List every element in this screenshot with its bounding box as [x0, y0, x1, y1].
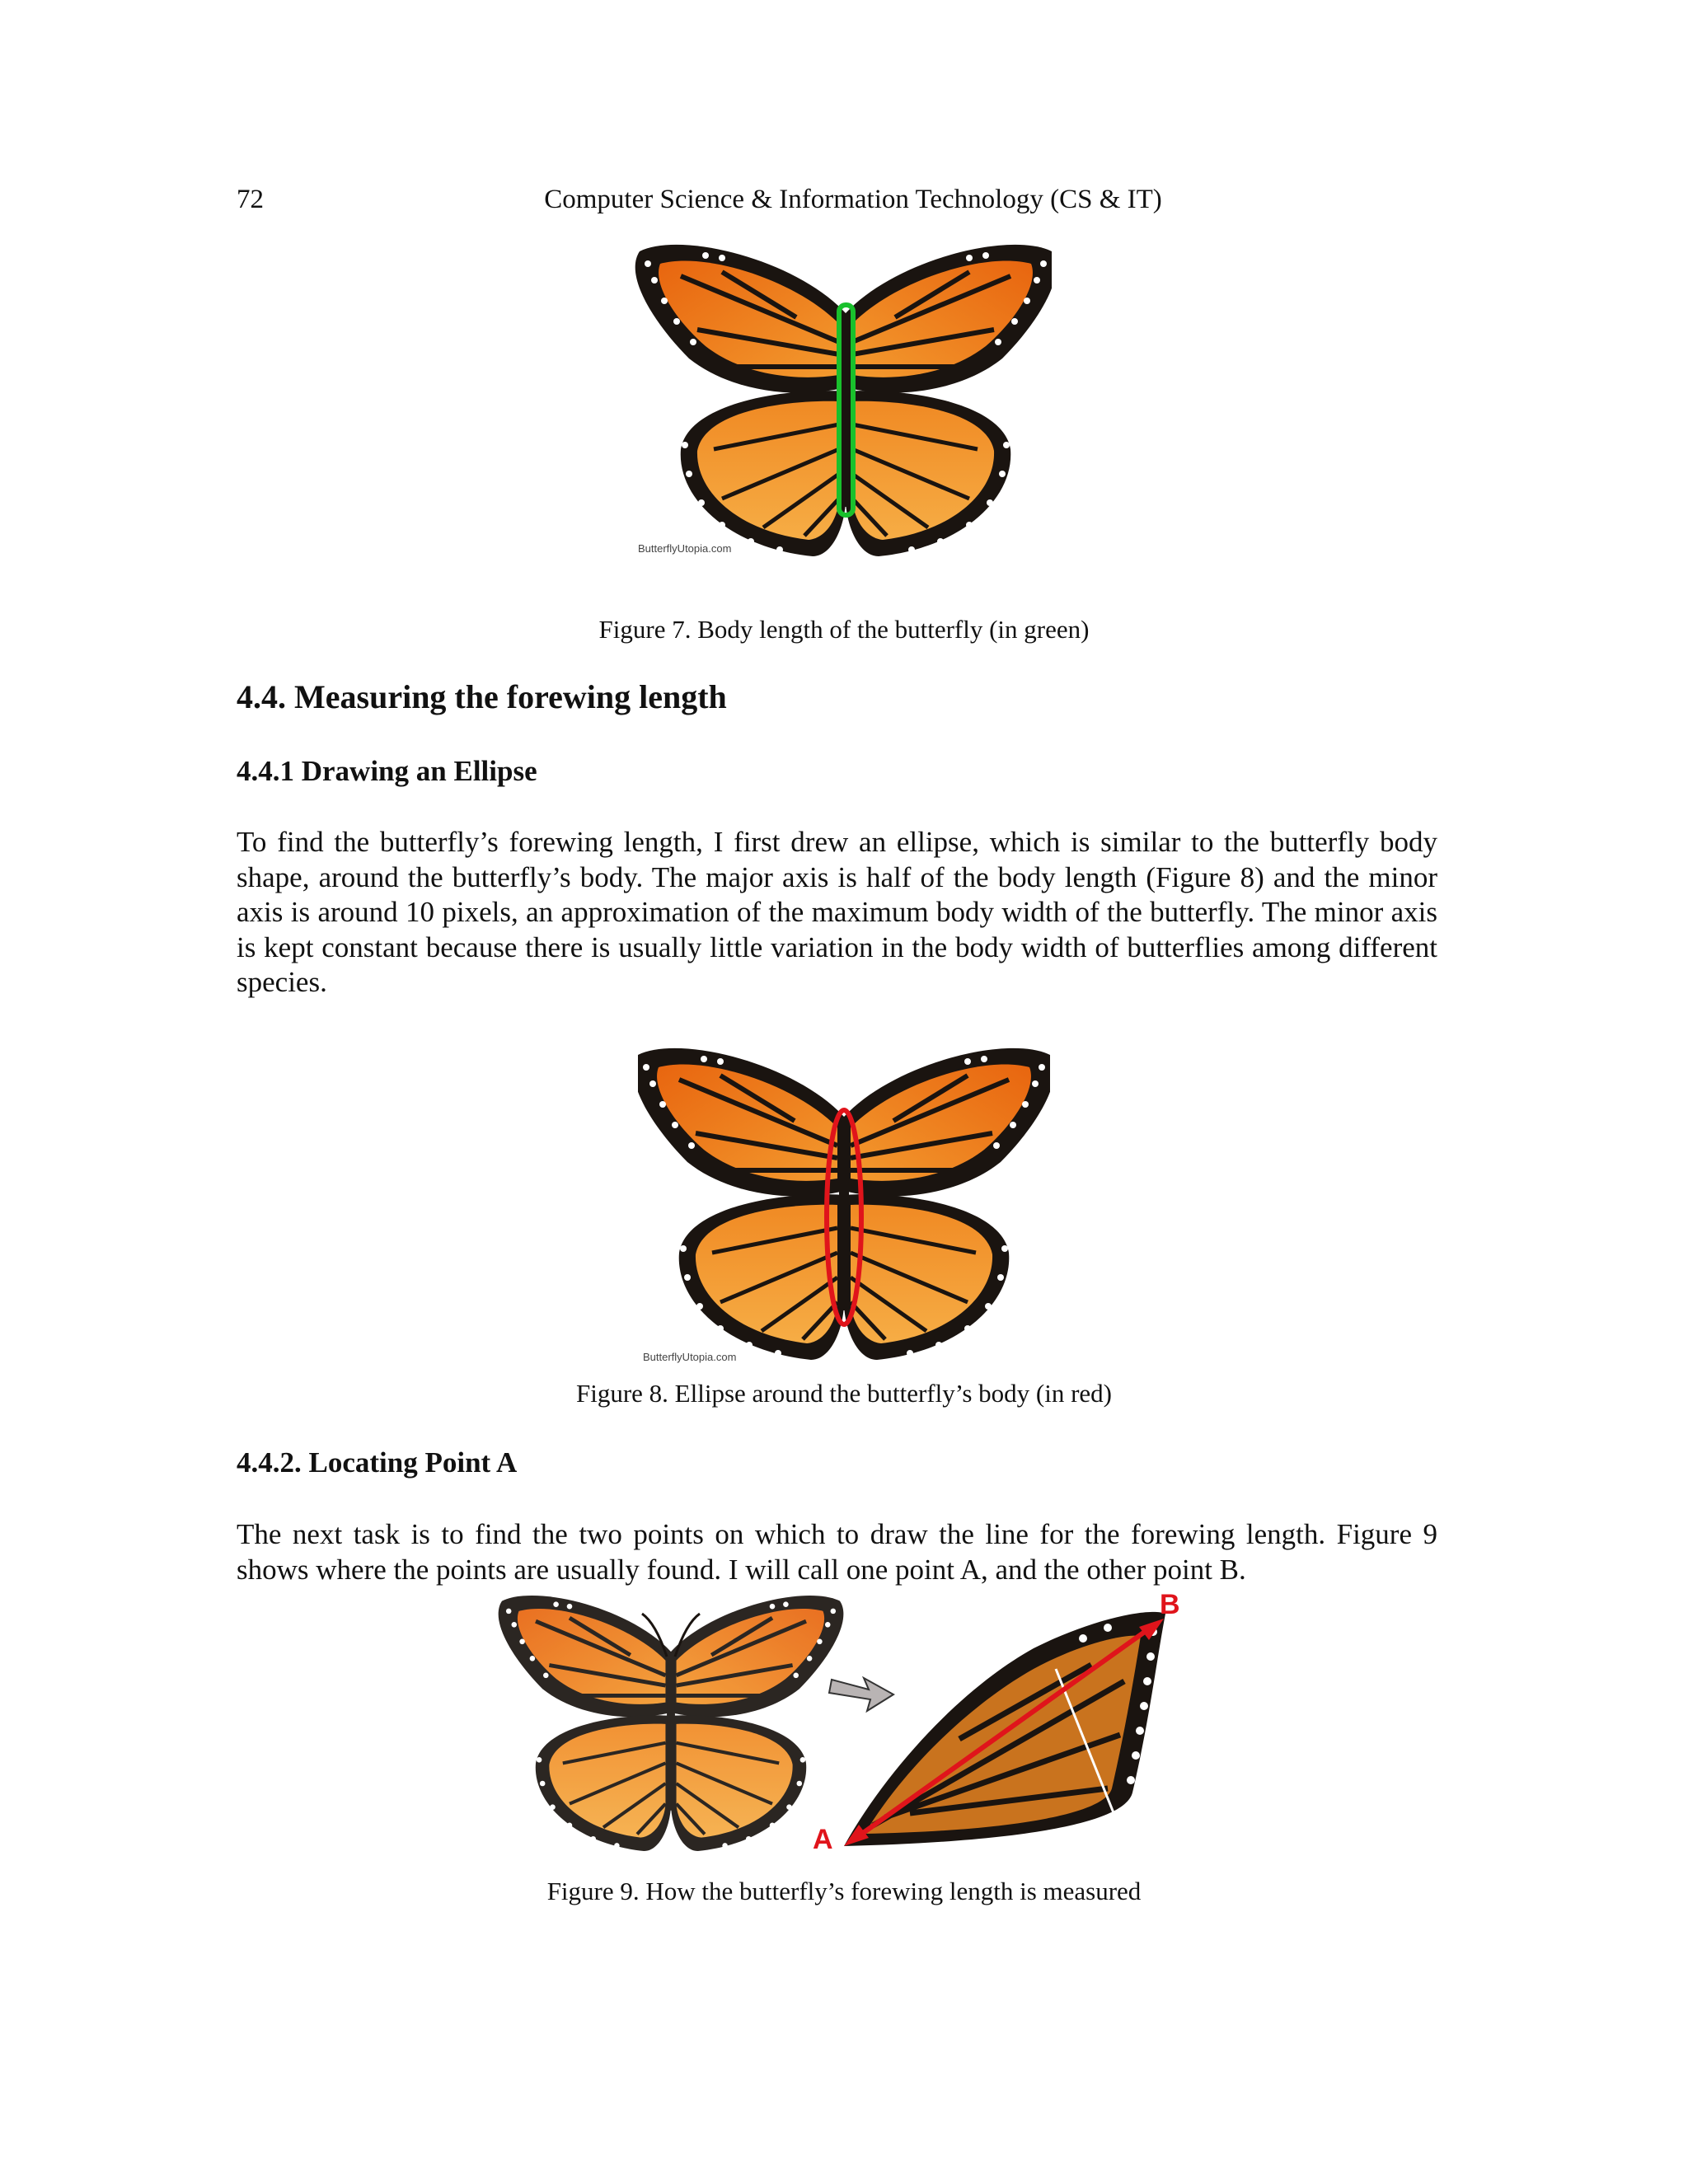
paragraph-locating-point-a: The next task is to find the two points on which to draw the line for the forewing length. Figure 9 shows where the points are usually found. I will call one point A, and the other point B. [237, 1518, 1437, 1586]
figure-7-caption: Figure 7. Body length of the butterfly (in green) [598, 615, 1090, 644]
figure-8-caption: Figure 8. Ellipse around the butterfly’s body (in red) [575, 1379, 1112, 1408]
section-heading-4-4-1: 4.4.1 Drawing an Ellipse [237, 755, 537, 787]
point-b-label: B [1160, 1589, 1180, 1620]
pointer-arrow-icon [829, 1678, 893, 1711]
paragraph-ellipse: To find the butterfly’s forewing length, I first drew an ellipse, which is similar to the butterfly body shape, around the butterfly’s body. The major axis is half of the body length (Figure 8) and the minor axis is around 10 pixels, an approximation of the maximum body width of the butterfly. The minor axis is kept constant because there is usually little variation in the body width of butterflies among different species. [237, 826, 1437, 998]
figure-9 [498, 1589, 1180, 1855]
figure-9-caption: Figure 9. How the butterfly’s forewing length is measured [546, 1877, 1142, 1905]
figure-8-credit: ButterflyUtopia.com [643, 1351, 737, 1363]
figure-7-image [623, 235, 1052, 556]
figure-9-image [498, 1591, 1174, 1854]
page-number: 72 [237, 185, 264, 214]
point-a-label: A [813, 1824, 833, 1855]
figure-7-credit: ButterflyUtopia.com [638, 542, 732, 555]
figure-8 [638, 1043, 1050, 1368]
figure-8-image [638, 1043, 1050, 1368]
figure-7 [623, 235, 1052, 556]
section-heading-4-4: 4.4. Measuring the forewing length [237, 678, 727, 715]
running-head [0, 185, 1688, 221]
journal-title: Computer Science & Information Technology (CS & IT) [544, 185, 1162, 214]
section-heading-4-4-2: 4.4.2. Locating Point A [237, 1446, 518, 1479]
